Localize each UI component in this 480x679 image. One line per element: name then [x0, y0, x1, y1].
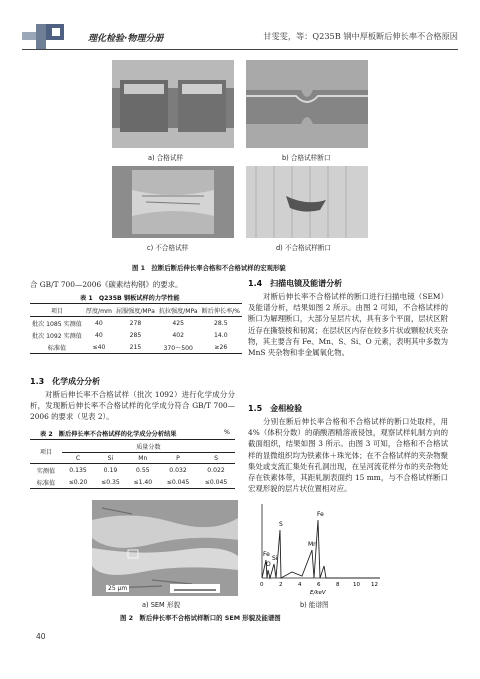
- section-1-3-text: 对断后伸长率不合格试样（批次 1092）进行化学成分分析，发现断后伸长率不合格试样的化学成分符合 GB/T 700—2006 的要求（见表 2）。: [30, 390, 235, 422]
- section-1-4-text: 对断后伸长率不合格试样的断口进行扫描电镜（SEM）及能谱分析，结果如图 2 所示。由图 2 可知，不合格试样的断口为解理断口，大部分呈层片状，具有多个平面，层状区附近存在撕裂棱和韧窝；在层状区内存在较多片状或颗粒状夹杂物，其主要含有 Fe、Mn、S、Si、O 元素，表明其中多数为 MnS 夹杂物和非金属氧化物。: [248, 292, 448, 358]
- section-1-5-heading: 1.5 金相检验: [248, 404, 303, 413]
- fig2-caption-b: b) 能谱图: [300, 601, 329, 609]
- tick-label: 0: [260, 582, 264, 588]
- table2-cell: ≤0.045: [197, 476, 235, 489]
- table1-cell: 批次 1092 实测值: [32, 332, 82, 340]
- table2-cell: 0.55: [136, 466, 150, 474]
- table1-header: 屈服强度/MPa: [114, 304, 157, 317]
- peak-label: Si: [272, 555, 278, 562]
- table2-element: C: [62, 453, 94, 464]
- table1-header: 断后伸长率/%: [200, 304, 242, 317]
- table2-cell: 0.19: [103, 466, 118, 474]
- table-row: [30, 329, 242, 341]
- fig2-caption-a: a) SEM 形貌: [142, 601, 181, 609]
- table1-cell: 28.5: [214, 319, 228, 327]
- table2-col-item: 项目: [30, 440, 62, 464]
- table-row: [30, 317, 242, 330]
- table1-cell: 标准值: [30, 341, 84, 354]
- table2-cell: ≤1.40: [127, 476, 159, 489]
- table1-cell: 215: [114, 341, 157, 354]
- table-row: [30, 464, 235, 477]
- table1-cell: 425: [172, 319, 185, 327]
- section-1-5-text: 分别在断后伸长率合格和不合格试样的断口处取样，用 4%（体积分数）的硝酸酒精溶液侵蚀，观察试样轧制方向的截面组织，结果如图 3 所示。由图 3 可知，合格和不合格试样的显微组织均为铁素体＋珠光体；在不合格试样的夹杂物聚集处或支流汇集处有孔洞出现，在呈河流花样分布的夹杂物处存在铁素体带，其距轧制表面约 15 mm，与不合格试样断口宏观形貌的层片状位置相对应。: [248, 417, 448, 494]
- section-1-4-heading: 1.4 扫描电镜及能谱分析: [248, 279, 343, 288]
- peak-label: Fe: [263, 551, 270, 558]
- table2-element: P: [159, 453, 197, 464]
- running-title: 甘雯雯，等：Q235B 钢中厚板断后伸长率不合格原因: [263, 31, 458, 41]
- sem-image: [92, 500, 238, 596]
- table2-cell: 0.022: [207, 466, 225, 474]
- table2-element: Si: [94, 453, 126, 464]
- spectrum-line: [262, 520, 380, 578]
- table2-group: 质量分数: [62, 440, 235, 453]
- fig1-caption-b: b) 合格试样断口: [282, 154, 331, 162]
- table1-mechanical-properties: [30, 303, 242, 354]
- table2-cell: 0.032: [169, 466, 187, 474]
- table2-unit: %: [224, 429, 230, 436]
- table1-cell: 14.0: [214, 331, 228, 339]
- journal-banner: 理化检验·物理分册: [88, 34, 164, 44]
- table1-cell: 278: [129, 319, 142, 327]
- peak-label: O: [266, 561, 271, 568]
- peak-label: S: [279, 521, 283, 528]
- intro-line: 合 GB/T 700—2006《碳素结构钢》的要求。: [30, 280, 183, 289]
- x-axis-label: E/keV: [310, 590, 326, 596]
- table1-header: 项目: [30, 304, 84, 317]
- tick-label: 10: [353, 582, 360, 588]
- fig1-caption-d: d) 不合格试样断口: [276, 244, 332, 252]
- table2-title: 表 2 断后伸长率不合格试样的化学成分分析结果: [40, 431, 177, 438]
- section-1-3-heading: 1.3 化学成分分析: [30, 377, 101, 386]
- table-row: [30, 476, 235, 489]
- peak-label: Mn: [308, 541, 317, 548]
- header-rule: [22, 49, 458, 50]
- table-row: [30, 341, 242, 354]
- table1-title: 表 1 Q235B 钢板试样的力学性能: [80, 295, 180, 302]
- table1-header: 抗拉强度/MPa: [157, 304, 200, 317]
- table2-element: S: [197, 453, 235, 464]
- table1-cell: 285: [129, 331, 142, 339]
- table2-row-label: 标准值: [30, 476, 62, 489]
- journal-logo-icon: [22, 24, 86, 50]
- photo-qualified-fracture: [246, 60, 368, 148]
- table1-cell: 40: [95, 319, 103, 327]
- table1-cell: ≤40: [84, 341, 114, 354]
- table1-cell: 402: [172, 331, 185, 339]
- table1-cell: 370～500: [157, 341, 200, 354]
- peak-label: Fe: [317, 511, 324, 518]
- table2-chemical-composition: [30, 439, 235, 489]
- photo-qualified-specimen: [112, 60, 234, 148]
- fig2-title: 图 2 断后伸长率不合格试样断口的 SEM 形貌及能谱图: [120, 614, 281, 622]
- table2-cell: ≤0.20: [62, 476, 94, 489]
- page-number: 40: [36, 632, 46, 641]
- eds-spectrum: [252, 500, 384, 596]
- fig1-caption-c: c) 不合格试样: [147, 244, 189, 252]
- tick-label: 4: [298, 582, 302, 588]
- tick-label: 2: [279, 582, 283, 588]
- tick-label: 12: [371, 582, 378, 588]
- tick-label: 8: [336, 582, 340, 588]
- table2-cell: ≤0.045: [159, 476, 197, 489]
- sem-scale-bar-label: 25 μm: [108, 585, 128, 592]
- table2-element: Mn: [127, 453, 159, 464]
- photo-unqualified-fracture: [246, 166, 368, 238]
- fig1-caption-a: a) 合格试样: [148, 154, 184, 162]
- table2-cell: ≤0.35: [94, 476, 126, 489]
- table1-cell: 40: [95, 331, 103, 339]
- table2-cell: 0.135: [69, 466, 87, 474]
- table2-row-label: 实测值: [36, 467, 56, 475]
- fig1-title: 图 1 拉断后断后伸长率合格和不合格试样的宏观形貌: [132, 264, 286, 272]
- photo-unqualified-specimen: [112, 166, 234, 238]
- table1-header: 厚度/mm: [84, 304, 114, 317]
- table1-cell: 批次 1085 实测值: [32, 320, 82, 328]
- tick-label: 6: [317, 582, 321, 588]
- table1-cell: ≥26: [200, 341, 242, 354]
